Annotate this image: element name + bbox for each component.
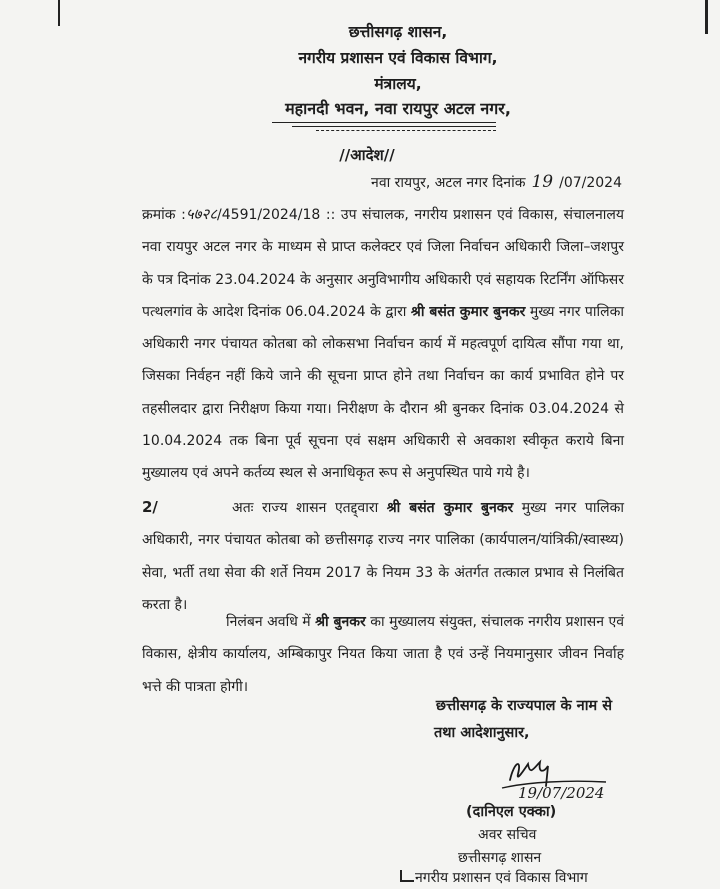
- signature-date: 19/07/2024: [518, 784, 605, 802]
- signatory-department-text: नगरीय प्रशासन एवं विकास विभाग: [415, 870, 588, 886]
- officer-name: श्री बुनकर: [315, 614, 366, 630]
- header-underline: [272, 122, 496, 123]
- date-rest: /07/2024: [559, 175, 622, 191]
- paragraph-3: [142, 606, 624, 703]
- signatory-department: [400, 868, 588, 887]
- para3-text-b: का मुख्यालय संयुक्त, संचालक नगरीय प्रशासन एवं विकास, क्षेत्रीय कार्यालय, अम्बिकापुर नियत किया जाता है एवं उन्हें नियमानुसार जीवन निर्वाह भत्ते की पात्रता होगी।: [142, 614, 625, 695]
- ink-mark: [400, 870, 414, 882]
- paragraph-1: [142, 198, 624, 490]
- authority-line-2: तथा आदेशानुसार,: [434, 725, 530, 741]
- paragraph-2: [142, 491, 624, 621]
- officer-name: श्री बसंत कुमार बुनकर: [410, 303, 526, 320]
- signatory-name: (दानिएल एक्का): [466, 804, 557, 820]
- signatory-org: छत्तीसगढ़ शासन: [458, 850, 542, 866]
- header-underline: [292, 126, 496, 127]
- header-address: महानदी भवन, नवा रायपुर अटल नगर,: [285, 99, 511, 118]
- date-day-handwritten: 19: [531, 172, 554, 192]
- ref-label: क्रमांक :: [142, 207, 186, 223]
- header-department: नगरीय प्रशासन एवं विकास विभाग,: [298, 49, 498, 67]
- order-title: //आदेश//: [339, 146, 395, 164]
- authority-line-1: छत्तीसगढ़ के राज्यपाल के नाम से: [435, 698, 612, 714]
- para2-text-a: अतः राज्य शासन एतद्द्वारा: [232, 500, 387, 516]
- header-underline: [316, 130, 496, 131]
- paragraph-number: 2/: [142, 498, 158, 516]
- date-prefix: नवा रायपुर, अटल नगर दिनांक: [371, 175, 526, 191]
- para3-text-a: निलंबन अवधि में: [226, 614, 316, 630]
- header-ministry: मंत्रालय,: [374, 75, 422, 93]
- para1-text-b: मुख्य नगर पालिका अधिकारी नगर पंचायत कोतबा को लोकसभा निर्वाचन कार्य में महत्वपूर्ण दायित्व सौंपा गया था, जिसका निर्वहन नहीं किये जाने की सूचना प्राप्त होने तथा निर्वाचन का कार्य प्रभावित होने पर तहसीलदार द्वारा निरीक्षण किया गया। निरीक्षण के दौरान श्री बुनकर दिनांक 03.04.2024 से 10.04.2024 तक बिना पूर्व सूचना एवं सक्षम अधिकारी से अवकाश स्वीकृत कराये बिना मुख्यालय एवं अपने कर्तव्य स्थल से अनाधिकृत रूप से अनुपस्थित पाये गये है।: [142, 303, 624, 482]
- para2-text-b: मुख्य नगर पालिका अधिकारी, नगर पंचायत कोतबा को छत्तीसगढ़ राज्य नगर पालिका (कार्यपालन/यांत्रिकी/स्वास्थ्य) सेवा, भर्ती तथा सेवा की शर्ते नियम 2017 के नियम 33 के अंतर्गत तत्काल प्रभाव से निलंबित करता है।: [142, 500, 624, 613]
- ref-handwritten-number: ५७२८: [185, 205, 218, 223]
- para1-text-a: उप संचालक, नगरीय प्रशासन एवं विकास, संचालनालय नवा रायपुर अटल नगर के माध्यम से प्राप्त कलेक्टर एवं जिला निर्वाचन अधिकारी जिला–जशपुर के पत्र दिनांक 23.04.2024 के अनुसार अनुविभागीय अधिकारी एवं सहायक रिटर्निंग ऑफिसर पत्थलगांव के आदेश दिनांक 06.04.2024 के द्वारा: [142, 207, 624, 320]
- header-government: छत्तीसगढ़ शासन,: [348, 23, 448, 41]
- date-line: [371, 172, 622, 192]
- officer-name: श्री बसंत कुमार बुनकर: [386, 500, 514, 516]
- signatory-designation: अवर सचिव: [478, 827, 537, 843]
- ref-number: /4591/2024/18 ::: [217, 207, 336, 223]
